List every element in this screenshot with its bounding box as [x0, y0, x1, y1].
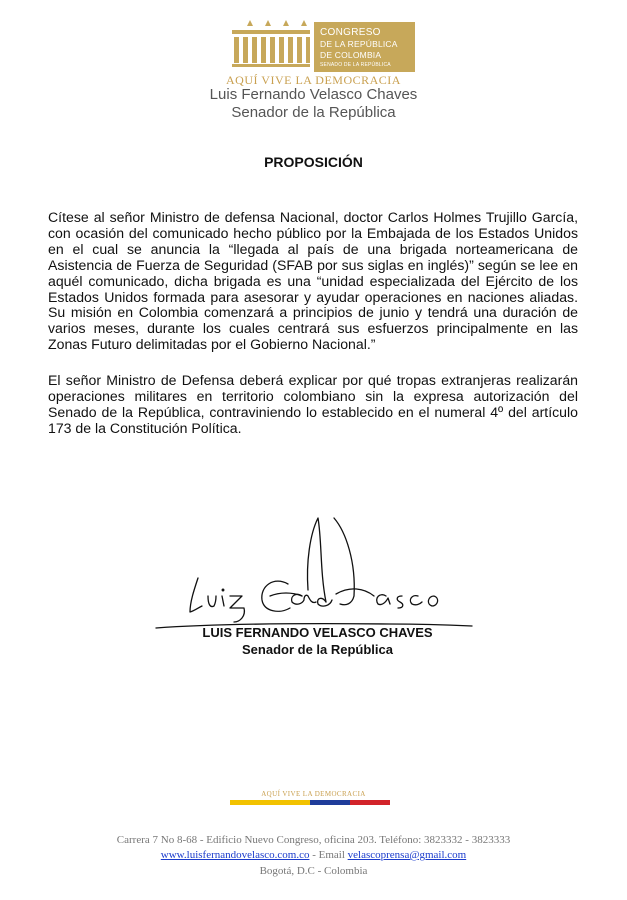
signatory-name: LUIS FERNANDO VELASCO CHAVES	[202, 625, 433, 640]
handwritten-signature	[150, 512, 480, 640]
logo-line-3: DE COLOMBIA	[320, 50, 382, 60]
header-senator-name: Luis Fernando Velasco Chaves	[209, 86, 418, 103]
document-title: PROPOSICIÓN	[264, 154, 363, 170]
footer-address: Carrera 7 No 8-68 - Edificio Nuevo Congreso, oficina 203. Teléfono: 3823332 - 3823333	[116, 834, 511, 846]
paragraph-explanation: El señor Ministro de Defensa deberá explicar por qué tropas extranjeras realizarán operaciones militares en territorio colombiano sin la expresa autorización del Senado de la República, contraviniendo lo establecido en el numeral 4º del artículo 173 de la Constitución Política.	[48, 372, 578, 436]
logo-line-1: CONGRESO	[320, 27, 381, 38]
email-label: - Email	[309, 849, 348, 861]
logo-line-2: DE LA REPÚBLICA	[320, 39, 398, 49]
footer-contact	[0, 849, 627, 861]
capitol-logo-icon	[230, 18, 312, 68]
signatory-role: Senador de la República	[242, 642, 393, 657]
footer-motto: AQUÍ VIVE LA DEMOCRACIA	[261, 790, 366, 798]
header-senator-role: Senador de la República	[231, 104, 396, 121]
email-link[interactable]: velascoprensa@gmail.com	[347, 849, 467, 861]
footer-city: Bogotá, D.C - Colombia	[259, 865, 368, 877]
congreso-logo-box	[314, 22, 415, 72]
flag-color-bar	[230, 800, 390, 805]
website-link[interactable]: www.luisfernandovelasco.com.co	[160, 849, 310, 861]
paragraph-citation: Cítese al señor Ministro de defensa Nacional, doctor Carlos Holmes Trujillo García, con ocasión del comunicado hecho público por la Embajada de los Estados Unidos en el cual se anuncia la “llegada al país de una brigada norteamericana de Asistencia de Fuerza de Seguridad (SFAB por sus siglas en inglés)” según se lee en aquél comunicado, dicha brigada es una “unidad especializada del Ejército de los Estados Unidos formada para asesorar y ayudar operaciones en naciones aliadas. Su misión en Colombia comenzará a principios de junio y tendrá una duración de varios meses, durante los cuales centrará sus esfuerzos principalmente en las Zonas Futuro delimitadas por el Gobierno Nacional.”	[48, 209, 578, 353]
letterhead	[0, 0, 627, 125]
logo-line-4: SENADO DE LA REPÚBLICA	[320, 62, 391, 68]
header-motto: AQUÍ VIVE LA DEMOCRACIA	[226, 73, 401, 87]
